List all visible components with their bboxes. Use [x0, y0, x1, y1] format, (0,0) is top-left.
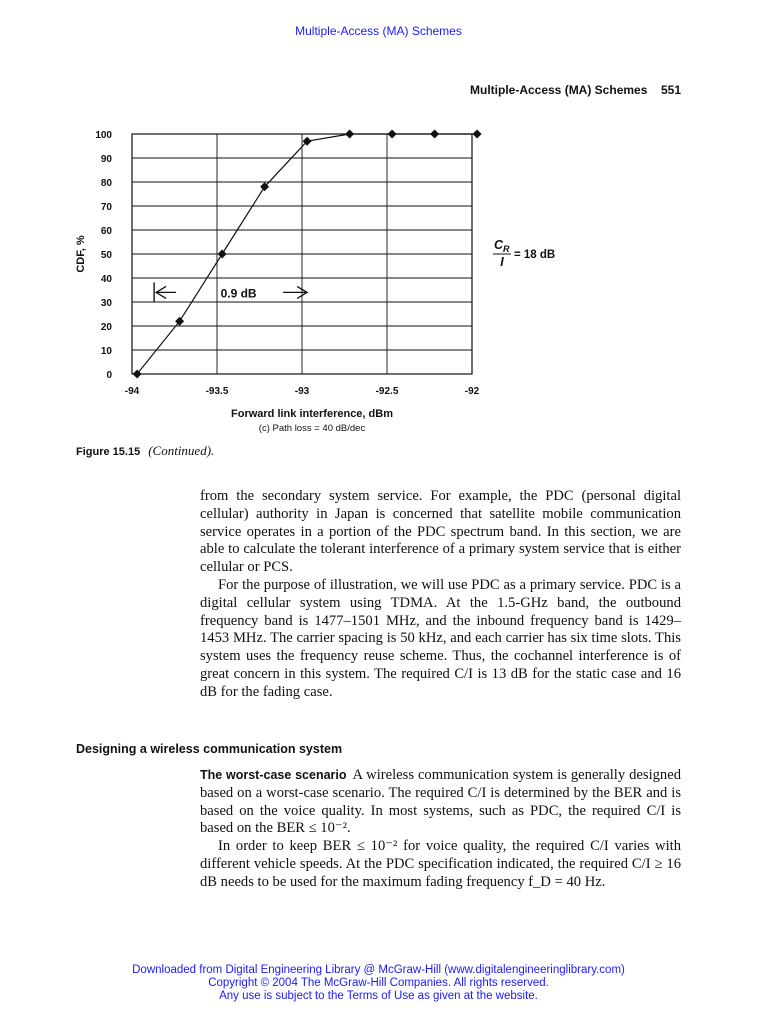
data-point [345, 130, 354, 139]
y-tick-label: 10 [100, 346, 112, 357]
curve-label-subscript: R [503, 244, 510, 254]
x-tick-label: -94 [124, 386, 140, 397]
y-tick-label: 80 [100, 178, 112, 189]
figure-label: Figure 15.15 [76, 446, 141, 458]
x-tick-label: -92 [464, 386, 480, 397]
body-text-upper [200, 488, 681, 702]
running-head: Multiple-Access (MA) Schemes [470, 83, 648, 97]
paragraph-3-text: A wireless communication system is generally designed based on a worst-case scenario. The required C/I is determined by the BER and is based on the voice quality. In most systems, such as PDC, the required C/I is based on the BER ≤ 10⁻². [200, 767, 681, 837]
paragraph-4: In order to keep BER ≤ 10⁻² for voice quality, the required C/I varies with different vehicle speeds. At the PDC specification indicated, the required C/I ≥ 16 dB needs to be used for the maximum fading frequency f_D = 40 Hz. [200, 838, 681, 890]
y-tick-label: 50 [100, 250, 112, 261]
cdf-chart [70, 122, 570, 440]
x-axis-label: Forward link interference, dBm [231, 408, 393, 420]
footer-line-2: Copyright © 2004 The McGraw-Hill Companies. All rights reserved. [208, 977, 549, 989]
y-tick-label: 0 [106, 370, 112, 381]
x-tick-label: -93 [294, 386, 310, 397]
paragraph-1: from the secondary system service. For example, the PDC (personal digital cellular) authority in Japan is concerned that satellite mobile communication service operates in a portion of the PDC spectrum band. In this section, we are able to calculate the tolerant interference of a primary system service that is either cellular or PCS. [200, 488, 681, 576]
data-point [218, 250, 227, 259]
curve-label-value: = 18 dB [514, 249, 556, 261]
footer [0, 964, 757, 1003]
y-tick-label: 60 [100, 226, 112, 237]
y-tick-labels [75, 130, 112, 381]
y-axis-label: CDF, % [75, 235, 87, 273]
paragraph-3 [200, 767, 681, 838]
x-tick-label: -93.5 [205, 386, 229, 397]
y-tick-label: 90 [100, 154, 112, 165]
chart-subcaption: (c) Path loss = 40 dB/dec [258, 423, 366, 434]
y-tick-label: 70 [100, 202, 112, 213]
data-point [473, 130, 482, 139]
footer-line-1[interactable]: Downloaded from Digital Engineering Library @ McGraw-Hill (www.digitalengineeringlibrary.com) [132, 964, 625, 976]
y-tick-label: 30 [100, 298, 112, 309]
y-tick-label: 100 [95, 130, 112, 141]
data-point [388, 130, 397, 139]
data-point [430, 130, 439, 139]
chart-annotations [154, 238, 555, 302]
chart-grid [132, 134, 472, 374]
y-tick-label: 20 [100, 322, 112, 333]
subsection-heading: The worst-case scenario [200, 768, 347, 782]
x-tick-labels [125, 386, 480, 434]
x-tick-label: -92.5 [375, 386, 399, 397]
y-tick-label: 40 [100, 274, 112, 285]
figure-caption [76, 443, 214, 459]
curve-label-numerator: C [494, 238, 504, 252]
section-heading: Designing a wireless communication system [76, 742, 343, 756]
figure-caption-text: (Continued). [148, 443, 215, 458]
page-number: 551 [661, 83, 682, 97]
paragraph-2: For the purpose of illustration, we will use PDC as a primary service. PDC is a digital cellular system using TDMA. At the 1.5-GHz band, the outbound frequency band is 1477–1501 MHz, and the inbound frequency band is 1429–1453 MHz. The carrier spacing is 50 kHz, and each carrier has six time slots. This system uses the frequency reuse scheme. Thus, the cochannel interference is of great concern in this system. The required C/I is 13 dB for the static case and 16 dB for the fading case. [200, 576, 681, 700]
curve-label-denominator: I [500, 255, 504, 269]
arrow-label: 0.9 dB [220, 286, 257, 301]
footer-line-3: Any use is subject to the Terms of Use as given at the website. [219, 990, 538, 1002]
top-source-link[interactable]: Multiple-Access (MA) Schemes [295, 24, 462, 38]
body-text-lower [200, 767, 681, 892]
